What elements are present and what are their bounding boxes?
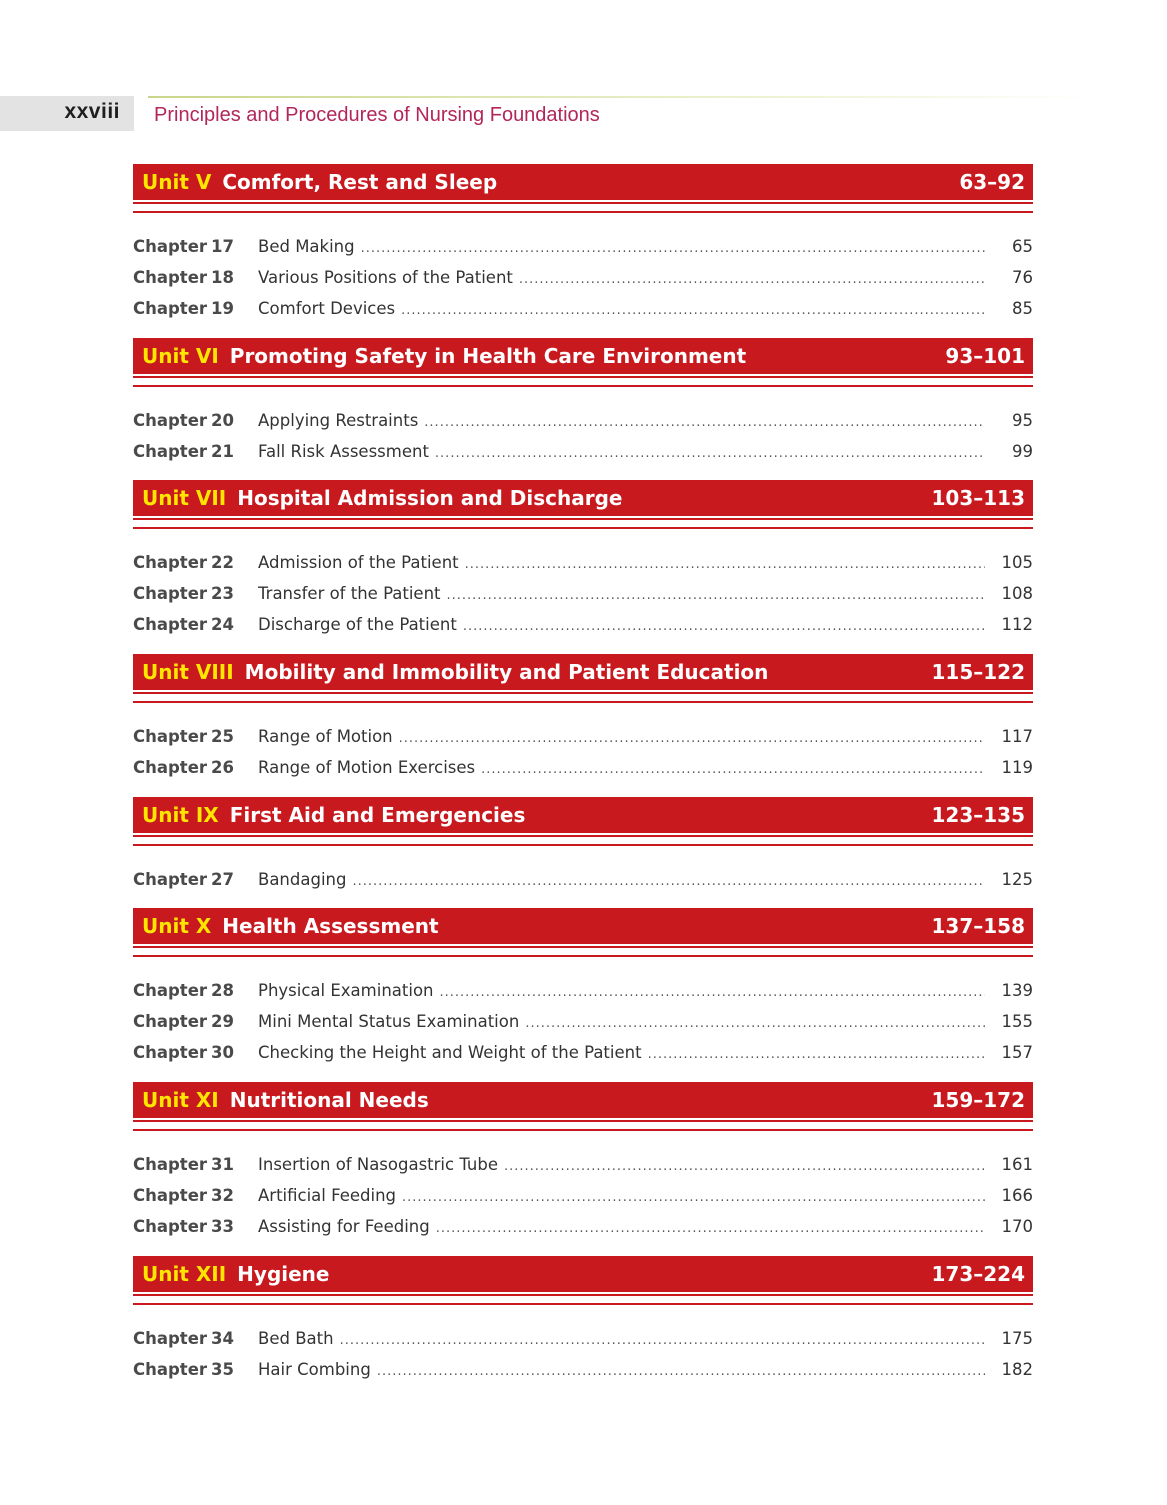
unit-underline-rules bbox=[133, 376, 1033, 387]
chapter-number: 26 bbox=[211, 758, 234, 777]
chapter-title-with-leader bbox=[258, 870, 985, 889]
chapter-page-number: 76 bbox=[1012, 268, 1033, 287]
chapter-label: Chapter bbox=[133, 584, 208, 603]
chapter-page-number: 161 bbox=[1001, 1155, 1033, 1174]
chapter-label: Chapter bbox=[133, 615, 208, 634]
chapter-title-with-leader bbox=[258, 584, 985, 603]
page-header bbox=[0, 96, 1100, 132]
chapter-title: Fall Risk Assessment bbox=[258, 442, 429, 461]
header-rule bbox=[148, 96, 1098, 98]
chapter-title: Bed Bath bbox=[258, 1329, 334, 1348]
unit-heading-bar bbox=[133, 338, 1033, 374]
chapter-title: Assisting for Feeding bbox=[258, 1217, 430, 1236]
chapter-list bbox=[133, 721, 1033, 783]
chapter-title-with-leader bbox=[258, 299, 985, 318]
unit-title: Comfort, Rest and Sleep bbox=[222, 170, 498, 194]
chapter-entry[interactable] bbox=[133, 1149, 1033, 1180]
chapter-page-number: 85 bbox=[1012, 299, 1033, 318]
chapter-page-number: 125 bbox=[1001, 870, 1033, 889]
chapter-entry[interactable] bbox=[133, 578, 1033, 609]
chapter-label: Chapter bbox=[133, 411, 208, 430]
unit-title: First Aid and Emergencies bbox=[229, 803, 526, 827]
chapter-number: 21 bbox=[211, 442, 234, 461]
chapter-number: 33 bbox=[211, 1217, 234, 1236]
chapter-label: Chapter bbox=[133, 237, 208, 256]
chapter-list bbox=[133, 547, 1033, 640]
unit-section bbox=[133, 908, 1033, 1068]
chapter-title-with-leader bbox=[258, 553, 985, 572]
unit-number: Unit VI bbox=[142, 344, 219, 368]
chapter-title: Applying Restraints bbox=[258, 411, 419, 430]
chapter-number: 35 bbox=[211, 1360, 234, 1379]
dot-leader bbox=[463, 619, 985, 634]
chapter-title: Discharge of the Patient bbox=[258, 615, 457, 634]
chapter-page-number: 112 bbox=[1001, 615, 1033, 634]
unit-heading-bar bbox=[133, 654, 1033, 690]
chapter-label: Chapter bbox=[133, 1012, 208, 1031]
unit-section bbox=[133, 164, 1033, 324]
unit-underline-rules bbox=[133, 946, 1033, 957]
chapter-page-number: 95 bbox=[1012, 411, 1033, 430]
unit-title: Health Assessment bbox=[222, 914, 439, 938]
dot-leader bbox=[399, 731, 985, 746]
unit-title: Nutritional Needs bbox=[229, 1088, 429, 1112]
chapter-title: Checking the Height and Weight of the Patient bbox=[258, 1043, 642, 1062]
dot-leader bbox=[465, 557, 985, 572]
chapter-title-with-leader bbox=[258, 1329, 985, 1348]
chapter-label: Chapter bbox=[133, 442, 208, 461]
chapter-title: Mini Mental Status Examination bbox=[258, 1012, 520, 1031]
unit-heading-bar bbox=[133, 1082, 1033, 1118]
chapter-page-number: 155 bbox=[1001, 1012, 1033, 1031]
chapter-page-number: 139 bbox=[1001, 981, 1033, 1000]
chapter-entry[interactable] bbox=[133, 609, 1033, 640]
chapter-label: Chapter bbox=[133, 299, 208, 318]
unit-number: Unit X bbox=[142, 914, 212, 938]
unit-heading-bar bbox=[133, 797, 1033, 833]
chapter-list bbox=[133, 975, 1033, 1068]
unit-underline-rules bbox=[133, 835, 1033, 846]
book-title: Principles and Procedures of Nursing Foundations bbox=[154, 104, 600, 126]
chapter-list bbox=[133, 1323, 1033, 1385]
chapter-entry[interactable] bbox=[133, 231, 1033, 262]
chapter-title-with-leader bbox=[258, 615, 985, 634]
dot-leader bbox=[447, 588, 985, 603]
chapter-page-number: 117 bbox=[1001, 727, 1033, 746]
chapter-entry[interactable] bbox=[133, 1037, 1033, 1068]
unit-section bbox=[133, 480, 1033, 640]
dot-leader bbox=[340, 1333, 985, 1348]
unit-title: Hygiene bbox=[237, 1262, 330, 1286]
unit-underline-rules bbox=[133, 518, 1033, 529]
unit-page-range: 103–113 bbox=[931, 486, 1025, 510]
unit-number: Unit VII bbox=[142, 486, 227, 510]
chapter-page-number: 65 bbox=[1012, 237, 1033, 256]
unit-heading-bar bbox=[133, 164, 1033, 200]
unit-section bbox=[133, 338, 1033, 467]
chapter-entry[interactable] bbox=[133, 1006, 1033, 1037]
chapter-number: 28 bbox=[211, 981, 234, 1000]
chapter-list bbox=[133, 864, 1033, 895]
unit-underline-rules bbox=[133, 202, 1033, 213]
chapter-title: Admission of the Patient bbox=[258, 553, 459, 572]
chapter-title: Range of Motion bbox=[258, 727, 393, 746]
chapter-label: Chapter bbox=[133, 1360, 208, 1379]
chapter-list bbox=[133, 231, 1033, 324]
chapter-title-with-leader bbox=[258, 1360, 985, 1379]
chapter-number: 20 bbox=[211, 411, 234, 430]
chapter-title-with-leader bbox=[258, 268, 985, 287]
chapter-title-with-leader bbox=[258, 758, 985, 777]
chapter-label: Chapter bbox=[133, 727, 208, 746]
unit-number: Unit IX bbox=[142, 803, 219, 827]
unit-page-range: 63–92 bbox=[959, 170, 1025, 194]
dot-leader bbox=[361, 241, 985, 256]
chapter-entry[interactable] bbox=[133, 1354, 1033, 1385]
unit-underline-rules bbox=[133, 1120, 1033, 1131]
unit-number: Unit XII bbox=[142, 1262, 227, 1286]
dot-leader bbox=[402, 1190, 985, 1205]
chapter-entry[interactable] bbox=[133, 293, 1033, 324]
chapter-label: Chapter bbox=[133, 1217, 208, 1236]
chapter-title-with-leader bbox=[258, 442, 985, 461]
chapter-title-with-leader bbox=[258, 1217, 985, 1236]
chapter-list bbox=[133, 1149, 1033, 1242]
chapter-title-with-leader bbox=[258, 411, 985, 430]
chapter-page-number: 182 bbox=[1001, 1360, 1033, 1379]
unit-page-range: 173–224 bbox=[931, 1262, 1025, 1286]
unit-page-range: 123–135 bbox=[931, 803, 1025, 827]
chapter-label: Chapter bbox=[133, 1329, 208, 1348]
chapter-number: 29 bbox=[211, 1012, 234, 1031]
dot-leader bbox=[481, 762, 985, 777]
unit-section bbox=[133, 1082, 1033, 1242]
unit-section bbox=[133, 654, 1033, 783]
chapter-entry[interactable] bbox=[133, 864, 1033, 895]
chapter-label: Chapter bbox=[133, 981, 208, 1000]
chapter-page-number: 166 bbox=[1001, 1186, 1033, 1205]
chapter-entry[interactable] bbox=[133, 975, 1033, 1006]
chapter-number: 31 bbox=[211, 1155, 234, 1174]
chapter-title: Bandaging bbox=[258, 870, 347, 889]
dot-leader bbox=[504, 1159, 985, 1174]
chapter-title: Hair Combing bbox=[258, 1360, 371, 1379]
chapter-entry[interactable] bbox=[133, 262, 1033, 293]
dot-leader bbox=[424, 415, 985, 430]
chapter-entry[interactable] bbox=[133, 1211, 1033, 1242]
chapter-title: Transfer of the Patient bbox=[258, 584, 441, 603]
chapter-number: 25 bbox=[211, 727, 234, 746]
chapter-page-number: 105 bbox=[1001, 553, 1033, 572]
chapter-title: Insertion of Nasogastric Tube bbox=[258, 1155, 498, 1174]
chapter-title-with-leader bbox=[258, 237, 985, 256]
chapter-label: Chapter bbox=[133, 870, 208, 889]
chapter-title-with-leader bbox=[258, 1186, 985, 1205]
chapter-number: 27 bbox=[211, 870, 234, 889]
chapter-label: Chapter bbox=[133, 268, 208, 287]
chapter-number: 30 bbox=[211, 1043, 234, 1062]
chapter-title: Physical Examination bbox=[258, 981, 434, 1000]
dot-leader bbox=[519, 272, 985, 287]
chapter-entry[interactable] bbox=[133, 547, 1033, 578]
chapter-number: 34 bbox=[211, 1329, 234, 1348]
chapter-title-with-leader bbox=[258, 1012, 985, 1031]
chapter-title-with-leader bbox=[258, 1155, 985, 1174]
chapter-number: 18 bbox=[211, 268, 234, 287]
unit-underline-rules bbox=[133, 692, 1033, 703]
chapter-label: Chapter bbox=[133, 1043, 208, 1062]
chapter-label: Chapter bbox=[133, 758, 208, 777]
chapter-number: 22 bbox=[211, 553, 234, 572]
unit-section bbox=[133, 1256, 1033, 1385]
chapter-entry[interactable] bbox=[133, 721, 1033, 752]
unit-page-range: 159–172 bbox=[931, 1088, 1025, 1112]
unit-number: Unit VIII bbox=[142, 660, 234, 684]
chapter-title: Range of Motion Exercises bbox=[258, 758, 476, 777]
folio-box bbox=[0, 96, 134, 131]
chapter-entry[interactable] bbox=[133, 436, 1033, 467]
chapter-label: Chapter bbox=[133, 1155, 208, 1174]
chapter-number: 23 bbox=[211, 584, 234, 603]
dot-leader bbox=[440, 985, 986, 1000]
chapter-page-number: 175 bbox=[1001, 1329, 1033, 1348]
chapter-entry[interactable] bbox=[133, 405, 1033, 436]
chapter-entry[interactable] bbox=[133, 752, 1033, 783]
unit-page-range: 93–101 bbox=[945, 344, 1025, 368]
chapter-label: Chapter bbox=[133, 1186, 208, 1205]
chapter-page-number: 157 bbox=[1001, 1043, 1033, 1062]
unit-heading-bar bbox=[133, 480, 1033, 516]
chapter-number: 32 bbox=[211, 1186, 234, 1205]
chapter-page-number: 99 bbox=[1012, 442, 1033, 461]
unit-title: Mobility and Immobility and Patient Education bbox=[244, 660, 769, 684]
unit-page-range: 137–158 bbox=[931, 914, 1025, 938]
page-folio: xxviii bbox=[64, 100, 120, 123]
chapter-title-with-leader bbox=[258, 981, 985, 1000]
chapter-title: Bed Making bbox=[258, 237, 355, 256]
chapter-title-with-leader bbox=[258, 1043, 985, 1062]
unit-heading-bar bbox=[133, 1256, 1033, 1292]
chapter-page-number: 170 bbox=[1001, 1217, 1033, 1236]
chapter-title: Comfort Devices bbox=[258, 299, 396, 318]
unit-heading-bar bbox=[133, 908, 1033, 944]
chapter-title: Various Positions of the Patient bbox=[258, 268, 513, 287]
chapter-page-number: 119 bbox=[1001, 758, 1033, 777]
unit-section bbox=[133, 797, 1033, 895]
chapter-page-number: 108 bbox=[1001, 584, 1033, 603]
dot-leader bbox=[352, 874, 985, 889]
unit-title: Promoting Safety in Health Care Environment bbox=[229, 344, 747, 368]
unit-number: Unit V bbox=[142, 170, 212, 194]
chapter-title-with-leader bbox=[258, 727, 985, 746]
dot-leader bbox=[401, 303, 985, 318]
dot-leader bbox=[436, 1221, 985, 1236]
chapter-title: Artificial Feeding bbox=[258, 1186, 396, 1205]
unit-underline-rules bbox=[133, 1294, 1033, 1305]
dot-leader bbox=[377, 1364, 985, 1379]
dot-leader bbox=[435, 446, 985, 461]
chapter-number: 24 bbox=[211, 615, 234, 634]
chapter-number: 17 bbox=[211, 237, 234, 256]
unit-title: Hospital Admission and Discharge bbox=[237, 486, 623, 510]
chapter-entry[interactable] bbox=[133, 1180, 1033, 1211]
unit-page-range: 115–122 bbox=[931, 660, 1025, 684]
dot-leader bbox=[648, 1047, 985, 1062]
chapter-number: 19 bbox=[211, 299, 234, 318]
chapter-entry[interactable] bbox=[133, 1323, 1033, 1354]
unit-number: Unit XI bbox=[142, 1088, 219, 1112]
dot-leader bbox=[525, 1016, 985, 1031]
chapter-list bbox=[133, 405, 1033, 467]
chapter-label: Chapter bbox=[133, 553, 208, 572]
